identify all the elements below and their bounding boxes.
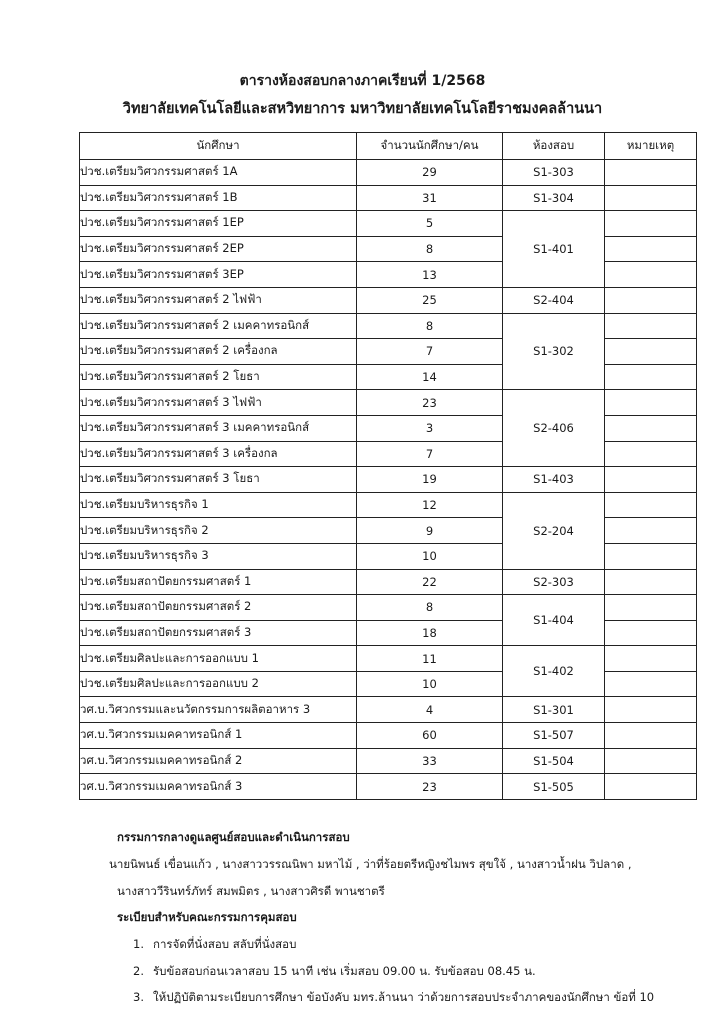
student-group-cell: ปวช.เตรียมบริหารธุรกิจ 2 xyxy=(80,518,357,544)
table-row xyxy=(80,543,697,569)
column-header-room: ห้องสอบ xyxy=(503,133,605,160)
student-group-cell: ปวช.เตรียมวิศวกรรมศาสตร์ 2 เมคคาทรอนิกส์ xyxy=(80,313,357,339)
exam-room-cell: S1-403 xyxy=(503,467,605,493)
remark-cell xyxy=(605,518,697,544)
student-count-cell: 18 xyxy=(357,620,503,646)
page-title: ตารางห้องสอบกลางภาคเรียนที่ 1/2568 xyxy=(239,73,486,89)
table-row xyxy=(80,390,697,416)
student-count-cell: 14 xyxy=(357,364,503,390)
rule-text: ให้ปฏิบัติตามระเบียบการศึกษา ข้อบังคับ มทร.ล้านนา ว่าด้วยการสอบประจำภาคของนักศึกษา ข้อที่ 10 xyxy=(153,990,655,1004)
student-group-cell: ปวช.เตรียมวิศวกรรมศาสตร์ 2 ไฟฟ้า xyxy=(80,287,357,313)
remark-cell xyxy=(605,339,697,365)
exam-room-cell: S1-402 xyxy=(503,646,605,697)
student-count-cell: 7 xyxy=(357,339,503,365)
student-count-cell: 23 xyxy=(357,390,503,416)
student-group-cell: วศ.บ.วิศวกรรมเมคคาทรอนิกส์ 1 xyxy=(80,723,357,749)
student-count-cell: 12 xyxy=(357,492,503,518)
remark-cell xyxy=(605,236,697,262)
student-group-cell: ปวช.เตรียมวิศวกรรมศาสตร์ 1A xyxy=(80,160,357,186)
student-group-cell: วศ.บ.วิศวกรรมเมคคาทรอนิกส์ 2 xyxy=(80,748,357,774)
committee-heading: กรรมการกลางดูแลศูนย์สอบและดำเนินการสอบ xyxy=(117,830,350,844)
table-row xyxy=(80,518,697,544)
remark-cell xyxy=(605,543,697,569)
exam-room-cell: S1-304 xyxy=(503,185,605,211)
page-subtitle: วิทยาลัยเทคโนโลยีและสหวิทยาการ มหาวิทยาลัยเทคโนโลยีราชมงคลล้านนา xyxy=(122,101,603,117)
student-count-cell: 10 xyxy=(357,671,503,697)
rules-heading: ระเบียบสำหรับคณะกรรมการคุมสอบ xyxy=(117,910,297,924)
remark-cell xyxy=(605,646,697,672)
remark-cell xyxy=(605,160,697,186)
table-row xyxy=(80,671,697,697)
exam-room-cell: S1-507 xyxy=(503,723,605,749)
student-count-cell: 8 xyxy=(357,595,503,621)
table-row xyxy=(80,364,697,390)
table-row xyxy=(80,467,697,493)
remark-cell xyxy=(605,390,697,416)
remark-cell xyxy=(605,697,697,723)
exam-room-table xyxy=(79,132,697,800)
student-count-cell: 7 xyxy=(357,441,503,467)
student-count-cell: 9 xyxy=(357,518,503,544)
student-group-cell: วศ.บ.วิศวกรรมและนวัตกรรมการผลิตอาหาร 3 xyxy=(80,697,357,723)
remark-cell xyxy=(605,595,697,621)
table-row xyxy=(80,287,697,313)
exam-room-cell: S1-303 xyxy=(503,160,605,186)
remark-cell xyxy=(605,364,697,390)
rule-text: การจัดที่นั่งสอบ สลับที่นั่งสอบ xyxy=(153,937,297,951)
student-group-cell: ปวช.เตรียมสถาปัตยกรรมศาสตร์ 3 xyxy=(80,620,357,646)
student-group-cell: ปวช.เตรียมวิศวกรรมศาสตร์ 3 เครื่องกล xyxy=(80,441,357,467)
remark-cell xyxy=(605,287,697,313)
table-header-row xyxy=(80,133,697,160)
student-count-cell: 22 xyxy=(357,569,503,595)
remark-cell xyxy=(605,492,697,518)
student-count-cell: 13 xyxy=(357,262,503,288)
student-count-cell: 23 xyxy=(357,774,503,800)
student-count-cell: 10 xyxy=(357,543,503,569)
column-header-remark: หมายเหตุ xyxy=(605,133,697,160)
remark-cell xyxy=(605,262,697,288)
table-row xyxy=(80,723,697,749)
student-group-cell: ปวช.เตรียมวิศวกรรมศาสตร์ 3 เมคคาทรอนิกส์ xyxy=(80,415,357,441)
remark-cell xyxy=(605,313,697,339)
student-group-cell: ปวช.เตรียมวิศวกรรมศาสตร์ 2 เครื่องกล xyxy=(80,339,357,365)
table-row xyxy=(80,211,697,237)
student-group-cell: ปวช.เตรียมศิลปะและการออกแบบ 2 xyxy=(80,671,357,697)
rule-text: รับข้อสอบก่อนเวลาสอบ 15 นาที เช่น เริ่มสอบ 09.00 น. รับข้อสอบ 08.45 น. xyxy=(153,964,536,978)
student-count-cell: 33 xyxy=(357,748,503,774)
exam-room-cell: S2-204 xyxy=(503,492,605,569)
student-count-cell: 60 xyxy=(357,723,503,749)
exam-room-cell: S1-504 xyxy=(503,748,605,774)
student-group-cell: ปวช.เตรียมสถาปัตยกรรมศาสตร์ 1 xyxy=(80,569,357,595)
student-group-cell: ปวช.เตรียมวิศวกรรมศาสตร์ 2EP xyxy=(80,236,357,262)
student-group-cell: ปวช.เตรียมวิศวกรรมศาสตร์ 1B xyxy=(80,185,357,211)
table-row xyxy=(80,569,697,595)
table-row xyxy=(80,697,697,723)
student-count-cell: 5 xyxy=(357,211,503,237)
table-row xyxy=(80,748,697,774)
exam-room-cell: S1-404 xyxy=(503,595,605,646)
table-row xyxy=(80,236,697,262)
student-group-cell: ปวช.เตรียมวิศวกรรมศาสตร์ 2 โยธา xyxy=(80,364,357,390)
remark-cell xyxy=(605,620,697,646)
remark-cell xyxy=(605,467,697,493)
table-row xyxy=(80,313,697,339)
column-header-student: นักศึกษา xyxy=(80,133,357,160)
rule-item xyxy=(133,963,536,981)
exam-room-cell: S1-505 xyxy=(503,774,605,800)
rule-item xyxy=(133,989,654,1007)
student-group-cell: วศ.บ.วิศวกรรมเมคคาทรอนิกส์ 3 xyxy=(80,774,357,800)
table-row xyxy=(80,492,697,518)
remark-cell xyxy=(605,723,697,749)
exam-room-cell: S1-302 xyxy=(503,313,605,390)
student-count-cell: 8 xyxy=(357,236,503,262)
remark-cell xyxy=(605,415,697,441)
remark-cell xyxy=(605,441,697,467)
table-row xyxy=(80,185,697,211)
committee-members-line-2: นางสาววีรินทร์ภัทร์ สมพมิตร , นางสาวศิรดี พานชาตรี xyxy=(117,884,385,898)
remark-cell xyxy=(605,774,697,800)
rule-number: 3. xyxy=(133,990,144,1004)
student-count-cell: 4 xyxy=(357,697,503,723)
student-count-cell: 29 xyxy=(357,160,503,186)
student-group-cell: ปวช.เตรียมวิศวกรรมศาสตร์ 1EP xyxy=(80,211,357,237)
exam-room-cell: S2-406 xyxy=(503,390,605,467)
remark-cell xyxy=(605,748,697,774)
table-row xyxy=(80,415,697,441)
table-row xyxy=(80,646,697,672)
student-count-cell: 11 xyxy=(357,646,503,672)
remark-cell xyxy=(605,569,697,595)
table-row xyxy=(80,595,697,621)
table-row xyxy=(80,160,697,186)
table-row xyxy=(80,774,697,800)
rule-item xyxy=(133,936,296,954)
student-count-cell: 25 xyxy=(357,287,503,313)
table-row xyxy=(80,262,697,288)
rule-number: 1. xyxy=(133,937,144,951)
student-group-cell: ปวช.เตรียมวิศวกรรมศาสตร์ 3 โยธา xyxy=(80,467,357,493)
table-row xyxy=(80,620,697,646)
student-group-cell: ปวช.เตรียมวิศวกรรมศาสตร์ 3 ไฟฟ้า xyxy=(80,390,357,416)
table-row xyxy=(80,339,697,365)
exam-room-cell: S1-301 xyxy=(503,697,605,723)
committee-members-line-1: นายนิพนธ์ เขื่อนแก้ว , นางสาววรรณนิพา มหาไม้ , ว่าที่ร้อยตรีหญิงชไมพร สุขใจ้ , นางสาวน้ำฝน วิปลาด , xyxy=(109,857,632,871)
student-count-cell: 8 xyxy=(357,313,503,339)
rule-number: 2. xyxy=(133,964,144,978)
remark-cell xyxy=(605,211,697,237)
remark-cell xyxy=(605,671,697,697)
student-group-cell: ปวช.เตรียมวิศวกรรมศาสตร์ 3EP xyxy=(80,262,357,288)
student-count-cell: 3 xyxy=(357,415,503,441)
student-group-cell: ปวช.เตรียมศิลปะและการออกแบบ 1 xyxy=(80,646,357,672)
exam-room-cell: S2-404 xyxy=(503,287,605,313)
exam-room-cell: S2-303 xyxy=(503,569,605,595)
remark-cell xyxy=(605,185,697,211)
student-group-cell: ปวช.เตรียมบริหารธุรกิจ 3 xyxy=(80,543,357,569)
student-group-cell: ปวช.เตรียมสถาปัตยกรรมศาสตร์ 2 xyxy=(80,595,357,621)
student-count-cell: 19 xyxy=(357,467,503,493)
exam-room-cell: S1-401 xyxy=(503,211,605,288)
table-row xyxy=(80,441,697,467)
table-body xyxy=(80,160,697,800)
student-count-cell: 31 xyxy=(357,185,503,211)
student-group-cell: ปวช.เตรียมบริหารธุรกิจ 1 xyxy=(80,492,357,518)
column-header-count: จำนวนนักศึกษา/คน xyxy=(357,133,503,160)
